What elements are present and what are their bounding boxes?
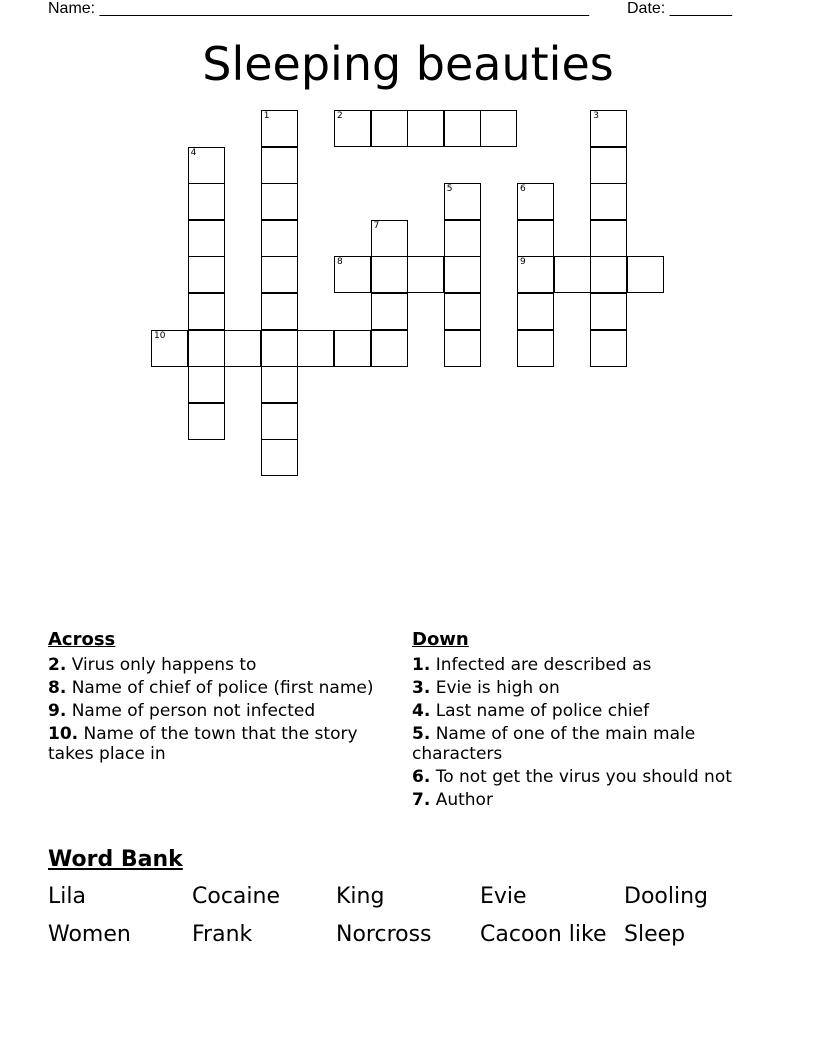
crossword-cell[interactable] (444, 110, 481, 147)
crossword-cell[interactable] (371, 256, 408, 293)
clue-number: 8 (337, 257, 343, 268)
crossword-cell[interactable] (334, 330, 371, 367)
crossword-cell[interactable] (261, 439, 298, 476)
name-field: Name: _______________________________________________________ (48, 0, 589, 17)
down-clue (412, 790, 752, 810)
across-clue (48, 678, 388, 698)
clue-number: 6 (520, 184, 526, 195)
crossword-cell[interactable] (444, 220, 481, 257)
crossword-cell[interactable] (188, 256, 225, 293)
clue-number: 4 (190, 147, 197, 158)
word-bank-item: Dooling (624, 884, 708, 909)
crossword-cell[interactable] (188, 403, 225, 440)
crossword-cell[interactable] (151, 330, 188, 367)
crossword-cell[interactable] (261, 147, 298, 184)
word-bank-item: Evie (480, 884, 527, 909)
clue-text: Evie is high on (430, 678, 560, 698)
crossword-cell[interactable] (188, 330, 225, 367)
clue-text: Name of person not infected (66, 701, 316, 721)
crossword-cell[interactable] (517, 220, 554, 257)
crossword-cell[interactable] (261, 110, 298, 147)
crossword-cell[interactable] (444, 256, 481, 293)
word-bank-item: Cocaine (192, 884, 280, 909)
clue-number: 4. (412, 701, 431, 721)
clue-number: 7 (373, 220, 380, 231)
across-clues (48, 655, 388, 767)
down-heading: Down (412, 629, 469, 650)
word-bank-item: Lila (48, 884, 86, 909)
crossword-cell[interactable] (188, 366, 225, 403)
clue-number: 7. (412, 790, 431, 810)
clue-number: 2 (337, 111, 343, 121)
across-clue (48, 724, 388, 764)
crossword-cell[interactable] (334, 256, 371, 293)
crossword-cell[interactable] (261, 293, 298, 330)
clue-number: 1. (412, 655, 431, 675)
clue-text: Virus only happens to (66, 655, 257, 675)
clue-number: 8. (48, 678, 67, 698)
crossword-cell[interactable] (371, 110, 408, 147)
down-clue (412, 724, 752, 764)
word-bank-item: Cacoon like (480, 922, 607, 947)
crossword-cell[interactable] (444, 330, 481, 367)
crossword-cell[interactable] (407, 256, 444, 293)
word-bank-heading: Word Bank (48, 847, 183, 872)
page-title: Sleeping beauties (202, 37, 614, 91)
crossword-cell[interactable] (590, 256, 627, 293)
crossword-cell[interactable] (590, 147, 627, 184)
date-field: Date: _______ (627, 0, 732, 17)
crossword-cell[interactable] (590, 183, 627, 220)
crossword-cell[interactable] (554, 256, 591, 293)
clue-text: Name of the town that the story takes place in (48, 724, 358, 764)
crossword-cell[interactable] (371, 220, 408, 257)
down-clues (412, 655, 752, 813)
crossword-cell[interactable] (334, 110, 371, 147)
crossword-cell[interactable] (444, 293, 481, 330)
clue-number: 9 (520, 257, 526, 268)
crossword-grid (0, 0, 816, 500)
across-heading: Across (48, 629, 116, 650)
clue-number: 3. (412, 678, 431, 698)
crossword-cell[interactable] (188, 183, 225, 220)
crossword-cell[interactable] (480, 110, 517, 147)
crossword-cell[interactable] (517, 183, 554, 220)
crossword-cell[interactable] (590, 293, 627, 330)
clue-number: 10. (48, 724, 79, 744)
crossword-cell[interactable] (261, 220, 298, 257)
down-clue (412, 701, 752, 721)
crossword-cell[interactable] (517, 330, 554, 367)
crossword-cell[interactable] (590, 220, 627, 257)
across-clue (48, 701, 388, 721)
crossword-cell[interactable] (517, 256, 554, 293)
crossword-cell[interactable] (627, 256, 664, 293)
clue-number: 6. (412, 767, 431, 787)
crossword-cell[interactable] (188, 147, 225, 184)
across-clue (48, 655, 388, 675)
clue-number: 10 (154, 330, 166, 341)
down-clue (412, 655, 752, 675)
down-clue (412, 678, 752, 698)
word-bank-item: King (336, 884, 385, 909)
clue-number: 1 (263, 111, 270, 121)
crossword-cell[interactable] (590, 110, 627, 147)
clue-number: 5. (412, 724, 431, 744)
clue-number: 3 (593, 111, 599, 121)
crossword-cell[interactable] (590, 330, 627, 367)
down-clue (412, 767, 752, 787)
crossword-cell[interactable] (444, 183, 481, 220)
clue-text: Infected are described as (430, 655, 652, 675)
clue-text: Last name of police chief (430, 701, 650, 721)
crossword-cell[interactable] (261, 366, 298, 403)
word-bank-item: Norcross (336, 922, 432, 947)
crossword-cell[interactable] (188, 293, 225, 330)
clue-number: 9. (48, 701, 67, 721)
word-bank-item: Sleep (624, 922, 686, 947)
crossword-cell[interactable] (407, 110, 444, 147)
clue-text: To not get the virus you should not (430, 767, 732, 787)
crossword-cell[interactable] (188, 220, 225, 257)
clue-text: Author (430, 790, 493, 810)
crossword-cell[interactable] (371, 330, 408, 367)
crossword-cell[interactable] (261, 256, 298, 293)
crossword-cell[interactable] (261, 403, 298, 440)
clue-text: Name of chief of police (first name) (66, 678, 374, 698)
clue-text: Name of one of the main male characters (412, 724, 696, 764)
clue-number: 5 (446, 184, 453, 195)
word-bank-item: Women (48, 922, 131, 947)
crossword-cell[interactable] (297, 330, 334, 367)
word-bank-item: Frank (192, 922, 253, 947)
crossword-cell[interactable] (261, 330, 298, 367)
crossword-cell[interactable] (261, 183, 298, 220)
crossword-cell[interactable] (517, 293, 554, 330)
clue-number: 2. (48, 655, 67, 675)
crossword-cell[interactable] (224, 330, 261, 367)
crossword-cell[interactable] (371, 293, 408, 330)
